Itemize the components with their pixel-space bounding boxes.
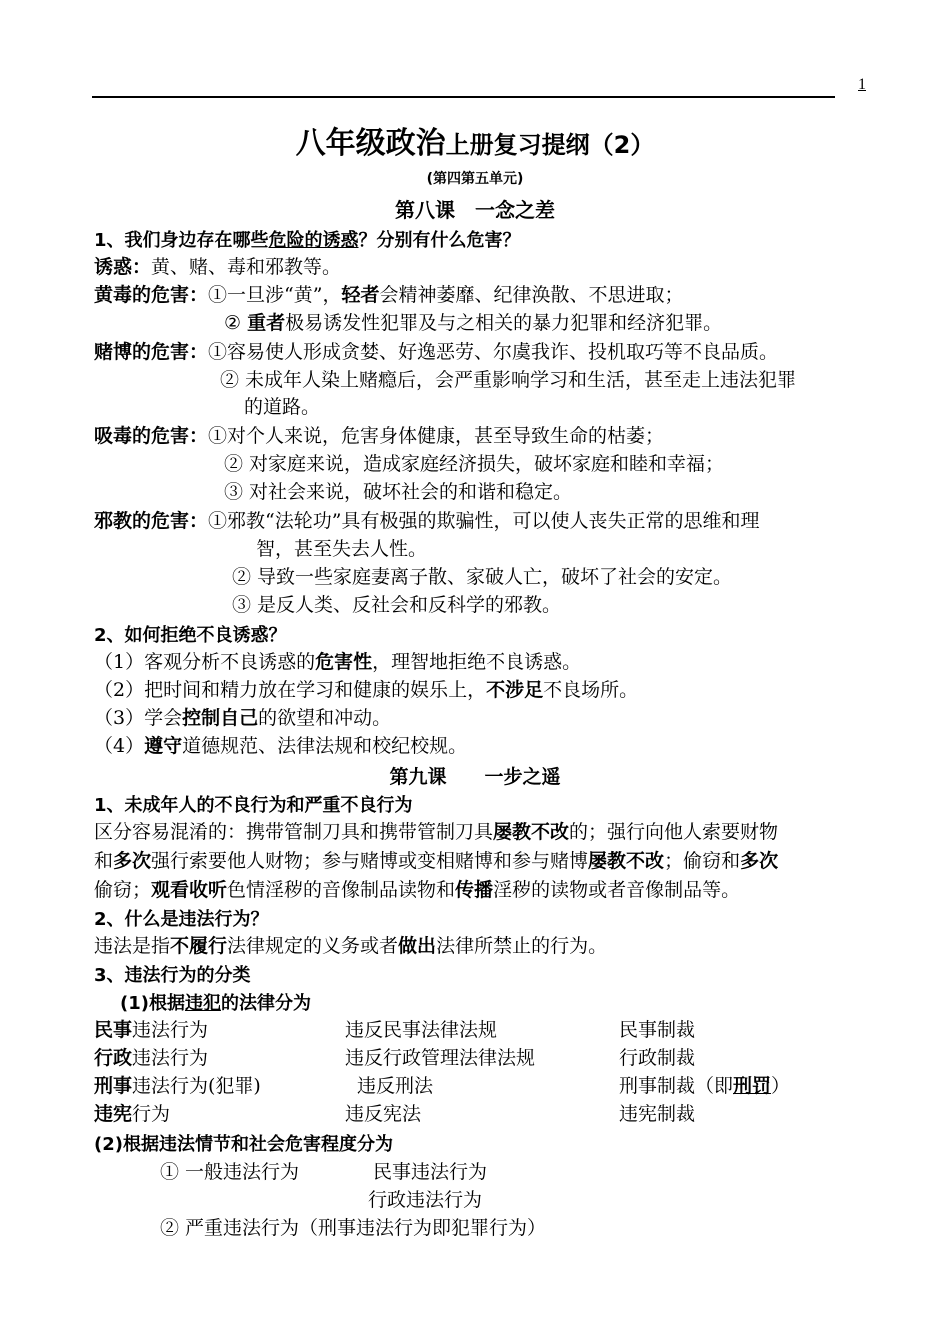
p1-l: 色情淫秽的音像制品读物和 [227,879,456,901]
page-title [0,118,950,162]
answer-2 [94,676,638,704]
gamble-l1: ①容易使人形成贪婪、好逸恶劳、尔虞我诈、投机取巧等不良品质。 [208,341,779,363]
p2-b: 不履行 [170,935,228,957]
p1-a: 区分容易混淆的：携带管制刀具和携带管制刀具 [94,821,494,843]
row-type-bold: 违宪 [94,1103,133,1125]
p2-e: 法律所禁止的行为。 [436,935,608,957]
row-law: 违反刑法 [357,1075,434,1097]
a1-c: ，理智地拒绝不良诱惑。 [372,651,582,673]
a1-b: 危害性 [315,651,373,673]
cult-harm-line-1 [94,507,759,535]
porn-l1b: 轻者 [341,284,380,306]
a4-a: （4） [94,735,145,757]
a3-c: 的欲望和冲动。 [258,707,392,729]
row-sanction: 行政制裁 [619,1047,696,1069]
table-row [94,1016,208,1044]
p2-a: 违法是指 [94,935,171,957]
a3-a: （3）学会 [94,707,183,729]
lesson9-question-2: 2、什么是违法行为？ [94,909,269,930]
distinguish-line-1 [94,818,778,846]
lesson8-question-2: 2、如何拒绝不良诱惑？ [94,625,287,646]
c1-c: 的法律分为 [220,993,311,1014]
row-type: 违法行为(犯罪) [132,1075,261,1097]
row-law: 违反民事法律法规 [345,1019,498,1041]
porn-l2c: 极易诱发性犯罪及与之相关的暴力犯罪和经济犯罪。 [285,312,723,334]
porn-l1a: ①一旦涉“黄”， [208,284,342,306]
p1-e: 多次 [113,850,152,872]
lesson9-question-1: 1、未成年人的不良行为和严重不良行为 [94,795,413,816]
row-type-bold: 刑事 [94,1075,133,1097]
temptation-line [94,253,341,281]
distinguish-line-2 [94,847,778,875]
p2-c: 法律规定的义务或者 [227,935,399,957]
drug-label: 吸毒的危害： [94,425,209,447]
p1-m: 传播 [455,879,494,901]
cult-l1: ①邪教“法轮功”具有极强的欺骗性，可以使人丧失正常的思维和理 [208,510,760,532]
drug-l1: ①对个人来说，危害身体健康，甚至导致生命的枯萎； [208,425,665,447]
p1-g: 屡教不改 [588,850,665,872]
a3-b: 控制自己 [182,707,259,729]
c1-b: 违犯 [184,993,221,1014]
table-row [94,1100,170,1128]
p1-h: ；偷窃和 [664,850,741,872]
page-subtitle: (第四第五单元) [426,171,524,187]
row-type: 违法行为 [132,1019,209,1041]
lesson9-question-3: 3、违法行为的分类 [94,965,251,986]
sanction-c: ） [771,1075,791,1097]
lesson9-heading: 第九课 一步之遥 [389,766,561,788]
porn-l2a: ② [224,312,248,334]
sanction-b: 刑罚 [733,1075,772,1097]
p1-f: 强行索要他人财物；参与赌博或变相赌博和参与赌博 [151,850,589,872]
temptation-label: 诱惑： [94,256,152,278]
a4-b: 遵守 [144,735,183,757]
row-sanction: 违宪制裁 [619,1103,696,1125]
civil-illegal: 民事违法行为 [373,1161,488,1183]
porn-label: 黄毒的危害： [94,284,209,306]
q1-suffix: ？分别有什么危害？ [358,230,521,251]
row-type-bold: 民事 [94,1019,133,1041]
p1-b: 屡教不改 [493,821,570,843]
title-main: 八年级政治 [295,126,446,161]
row-law: 违反行政管理法律法规 [345,1047,536,1069]
porn-harm-line-2 [224,309,722,337]
gamble-label: 赌博的危害： [94,341,209,363]
general-illegal-label: ① 一般违法行为 [160,1161,300,1183]
a2-b: 不涉足 [486,679,544,701]
gamble-harm-line-2: ② 未成年人染上赌瘾后，会严重影响学习和生活，甚至走上违法犯罪 [220,369,797,391]
a4-c: 道德规范、法律法规和校纪校规。 [182,735,468,757]
c1-a: (1)根据 [120,993,185,1014]
cult-label: 邪教的危害： [94,510,209,532]
p1-n: 淫秽的读物或者音像制品等。 [493,879,741,901]
row-law: 违反宪法 [345,1103,422,1125]
drug-harm-line-1 [94,422,664,450]
p2-d: 做出 [398,935,437,957]
p1-k: 观看收听 [151,879,228,901]
p1-d: 和 [94,850,114,872]
row-type: 行为 [132,1103,171,1125]
a1-a: （1）客观分析不良诱惑的 [94,651,316,673]
porn-harm-line-1 [94,281,683,309]
admin-illegal: 行政违法行为 [368,1189,483,1211]
p1-c: 的；强行向他人索要财物 [569,821,779,843]
gamble-harm-line-1 [94,338,778,366]
answer-1 [94,648,581,676]
a2-a: （2）把时间和精力放在学习和健康的娱乐上， [94,679,487,701]
drug-harm-line-3: ③ 对社会来说，破坏社会的和谐和稳定。 [224,481,573,503]
row-sanction: 民事制裁 [619,1019,696,1041]
lesson8-heading: 第八课 一念之差 [395,198,555,222]
serious-illegal: ② 严重违法行为（刑事违法行为即犯罪行为） [160,1217,547,1239]
p1-i: 多次 [740,850,779,872]
header-rule [92,96,835,98]
p1-j: 偷窃； [94,879,152,901]
classification-1-heading [120,989,311,1015]
lesson8-question-1 [94,226,521,252]
row-type: 违法行为 [132,1047,209,1069]
cult-harm-line-3: ② 导致一些家庭妻离子散、家破人亡，破坏了社会的安定。 [232,566,733,588]
table-row [94,1072,261,1100]
page-number: 1 [858,76,866,93]
answer-3 [94,704,391,732]
row-type-bold: 行政 [94,1047,133,1069]
classification-2-heading: (2)根据违法情节和社会危害程度分为 [94,1134,393,1155]
q1-underlined: 危险的诱惑 [268,230,359,251]
cult-harm-line-2: 智，甚至失去人性。 [256,538,428,560]
drug-harm-line-2: ② 对家庭来说，造成家庭经济损失，破坏家庭和睦和幸福； [224,453,725,475]
title-sub: 上册复习提纲（2） [445,131,655,159]
distinguish-line-3 [94,876,740,904]
row-sanction [619,1072,790,1100]
a2-c: 不良场所。 [543,679,639,701]
answer-4 [94,732,467,760]
porn-l1c: 会精神萎靡、纪律涣散、不思进取； [379,284,684,306]
table-row [94,1044,208,1072]
temptation-text: 黄、赌、毒和邪教等。 [151,256,342,278]
cult-harm-line-4: ③ 是反人类、反社会和反科学的邪教。 [232,594,562,616]
sanction-a: 刑事制裁（即 [619,1075,734,1097]
porn-l2b: 重者 [247,312,286,334]
illegal-definition [94,932,607,960]
q1-prefix: 1、我们身边存在哪些 [94,230,269,251]
gamble-harm-line-3: 的道路。 [244,396,321,418]
